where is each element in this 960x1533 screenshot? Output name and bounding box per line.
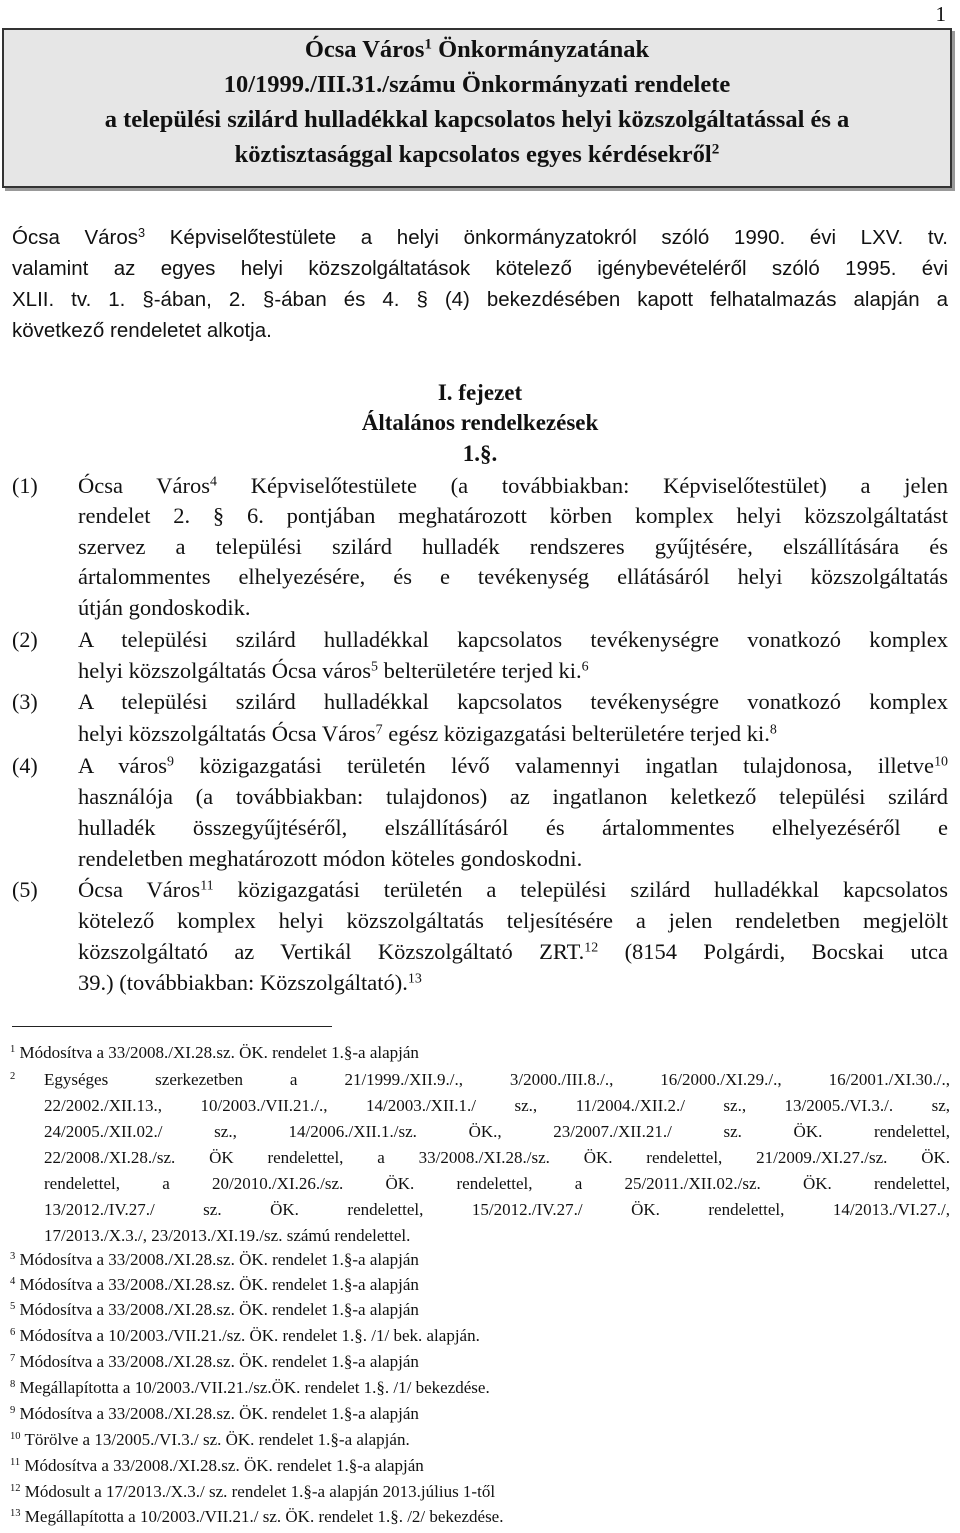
footnote: $^{11}$ Módosítva a 33/2008./XI.28.sz. ÖK. rendelet 1.§-a alapján [10,1456,424,1475]
paragraph-label: (4) [12,753,38,778]
footnote-line: 24/2005./XII.02./ sz., 14/2006./XII.1./sz. ÖK., 23/2007./XII.21./ sz. ÖK. rendelettel, [44,1122,950,1141]
footnote-line: 13/2012./IV.27./ sz. ÖK. rendelettel, 15/2012./IV.27./ ÖK. rendelettel, 14/2013./VI.27./, [44,1200,950,1219]
footnote-line: rendelettel, a 20/2010./XI.26./sz. ÖK. rendelettel, a 25/2011./XII.02./sz. ÖK. rendelettel, [44,1174,950,1193]
footnote: $^7$ Módosítva a 33/2008./XI.28.sz. ÖK. rendelet 1.§-a alapján [10,1352,419,1371]
section-number: 1.§. [462,441,498,466]
paragraph-line: szervez a települési szilárd hulladék rendszeres gyűjtésére, elszállítására és [78,534,948,559]
footnote: $^9$ Módosítva a 33/2008./XI.28.sz. ÖK. rendelet 1.§-a alapján [10,1404,419,1423]
footnote-line: 22/2008./XI.28./sz. ÖK rendelettel, a 33/2008./XI.28./sz. ÖK. rendelettel, 21/2009./XI.27./sz. ÖK. [44,1148,950,1167]
paragraph-label: (3) [12,689,38,714]
footnote-line: Egységes szerkezetben a 21/1999./XII.9./., 3/2000./III.8./., 16/2000./XI.29./., 16/2001./XI.30./., [44,1070,950,1089]
paragraph-line: Ócsa Város$^{11}$ közigazgatási területén a települési szilárd hulladékkal kapcsolatos [78,877,948,902]
title-line-4: köztisztasággal kapcsolatos egyes kérdésekről$^2$ [234,140,720,168]
title-line-2: 10/1999./III.31./számu Önkormányzati rendelete [223,71,731,98]
paragraph-line: A települési szilárd hulladékkal kapcsolatos tevékenységre vonatkozó komplex [78,689,948,714]
page-number: 1 [935,2,946,26]
paragraph-line: 39.) (továbbiakban: Közszolgáltató).$^{13}$ [78,970,422,995]
footnote: $^5$ Módosítva a 33/2008./XI.28.sz. ÖK. rendelet 1.§-a alapján [10,1300,419,1319]
footnote: $^1$ Módosítva a 33/2008./XI.28.sz. ÖK. rendelet 1.§-a alapján [10,1043,419,1062]
paragraph-line: használója (a továbbiakban: tulajdonos) az ingatlanon keletkező települési szilárd [78,784,948,809]
preamble-line-3: XLII. tv. 1. §-ában, 2. §-ában és 4. § (4) bekezdésében kapott felhatalmazás alapján a [12,288,948,311]
title-box [2,28,952,188]
chapter-number: I. fejezet [437,380,523,405]
paragraph-line: A települési szilárd hulladékkal kapcsolatos tevékenységre vonatkozó komplex [78,627,948,652]
footnote: $^{10}$ Törölve a 13/2005./VI.3./ sz. ÖK. rendelet 1.§-a alapján. [10,1430,410,1449]
footnote: $^{13}$ Megállapította a 10/2003./VII.21./ sz. ÖK. rendelet 1.§. /2/ bekezdése. [10,1507,504,1526]
chapter-title: Általános rendelkezések [361,410,599,435]
preamble-line-4: következő rendeletet alkotja. [12,319,272,342]
preamble-line-1: Ócsa Város$^3$ Képviselőtestülete a helyi önkormányzatokról szóló 1990. évi LXV. tv. [12,225,948,249]
paragraph-line: kötelező komplex helyi közszolgáltatás teljesítésére a jelen rendeletben megjelölt [78,908,948,933]
footnote: $^6$ Módosítva a 10/2003./VII.21./sz. ÖK. rendelet 1.§. /1/ bek. alapján. [10,1326,480,1345]
paragraph-line: útján gondoskodik. [78,595,251,620]
paragraph-line: rendelet 2. § 6. pontjában meghatározott körben komplex helyi közszolgáltatást [78,503,948,528]
paragraph-line: rendeletben meghatározott módon köteles gondoskodni. [78,846,583,871]
paragraph-label: (5) [12,877,38,902]
paragraph-line: helyi közszolgáltatás Ócsa város$^5$ belterületére terjed ki.$^6$ [78,658,589,683]
footnote-number: 2 [10,1071,16,1083]
paragraph-line: Ócsa Város$^4$ Képviselőtestülete (a továbbiakban: Képviselőtestület) a jelen [78,473,948,498]
paragraph-line: ártalommentes elhelyezésére, és e tevékenység ellátásáról helyi közszolgáltatás [78,564,948,589]
preamble-line-2: valamint az egyes helyi közszolgáltatások kötelező igénybevételéről szóló 1995. évi [12,257,948,280]
title-line-1: Ócsa Város$^1$ Önkormányzatának [304,35,650,63]
paragraph-label: (2) [12,627,38,652]
paragraph-label: (1) [12,473,38,498]
paragraph-line: hulladék összegyűjtéséről, elszállításáról és ártalommentes elhelyezéséről e [78,815,948,840]
footnote-separator [12,1026,332,1027]
footnote: $^{12}$ Módosult a 17/2013./X.3./ sz. rendelet 1.§-a alapján 2013.július 1-től [10,1482,496,1501]
paragraph-line: közszolgáltató az Vertikál Közszolgáltató ZRT.$^{12}$ (8154 Polgárdi, Bocskai utca [78,939,948,964]
paragraph-line: helyi közszolgáltatás Ócsa Város$^7$ egész közigazgatási belterületére terjed ki.$^8$ [78,721,777,746]
footnote-line: 17/2013./X.3./, 23/2013./XI.19./sz. számú rendelettel. [44,1226,411,1245]
title-line-3: a települési szilárd hulladékkal kapcsolatos helyi közszolgáltatással és a [104,106,850,133]
footnote-line: 22/2002./XII.13., 10/2003./VII.21./., 14/2003./XII.1./ sz., 11/2004./XII.2./ sz., 13/2005./VI.3./. sz, [44,1096,950,1115]
footnote: $^3$ Módosítva a 33/2008./XI.28.sz. ÖK. rendelet 1.§-a alapján [10,1250,419,1269]
footnote: $^4$ Módosítva a 33/2008./XI.28.sz. ÖK. rendelet 1.§-a alapján [10,1275,419,1294]
footnote: $^8$ Megállapította a 10/2003./VII.21./sz.ÖK. rendelet 1.§. /1/ bekezdése. [10,1378,490,1397]
paragraph-line: A város$^9$ közigazgatási területén lévő valamennyi ingatlan tulajdonosa, illetve$^{10}$ [78,753,948,778]
